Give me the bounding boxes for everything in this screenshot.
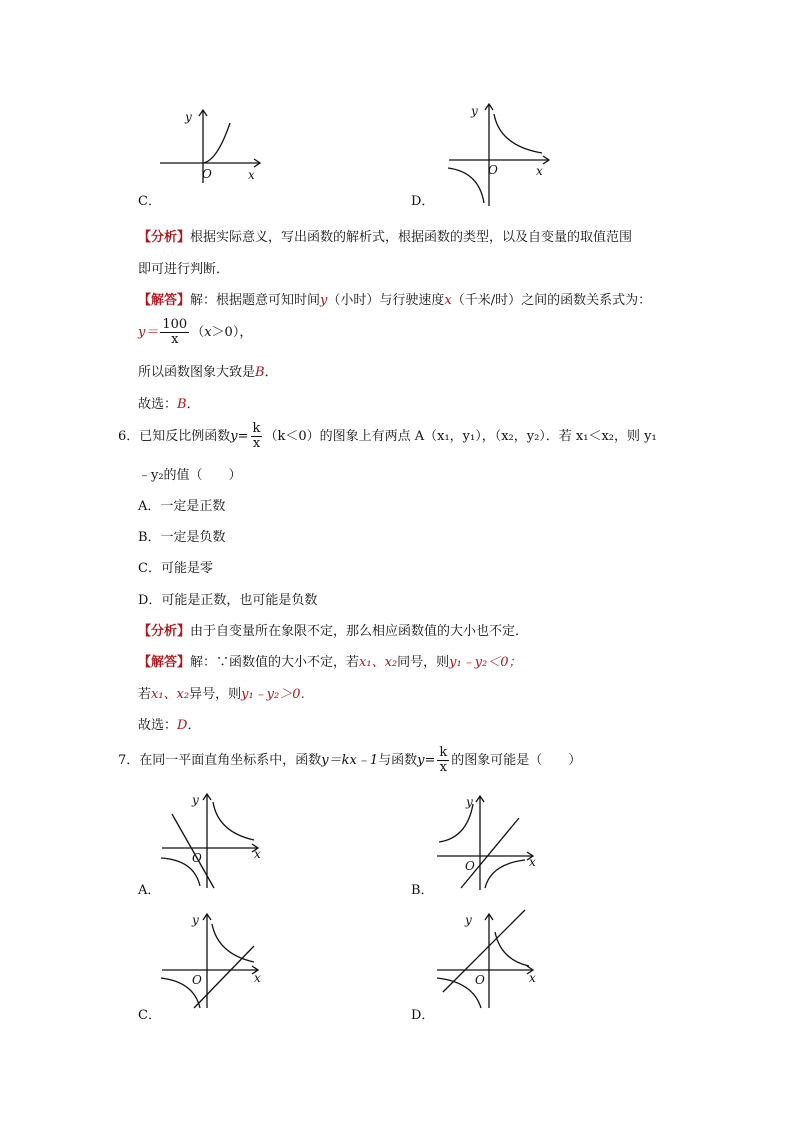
q6-option-c: C．可能是零 <box>138 561 213 576</box>
q7-option-d: D． <box>411 1008 435 1023</box>
q6-option-d: D．可能是正数，也可能是负数 <box>138 593 318 608</box>
curve <box>203 123 230 163</box>
curve-q1 <box>495 932 529 966</box>
x-label: x <box>529 855 536 869</box>
q6-option-b: B．一定是负数 <box>138 530 226 545</box>
q6-option-a: A．一定是正数 <box>138 499 226 514</box>
origin-label: O <box>192 851 202 865</box>
q7-graph-c <box>158 910 268 1010</box>
y-label: y <box>465 913 472 927</box>
x-label: x <box>254 971 261 985</box>
x-label: x <box>529 971 536 985</box>
q6-stem-cont: ﹣y₂的值（ ） <box>138 468 242 483</box>
y-label: y <box>185 110 192 124</box>
y-label: y <box>192 793 199 807</box>
curve-q2 <box>439 804 473 842</box>
origin-label: O <box>192 973 202 987</box>
curve-q4 <box>485 860 525 888</box>
curve-q1 <box>494 114 542 153</box>
q6-choice: 故选：D． <box>138 718 201 733</box>
curve-q1 <box>213 802 254 840</box>
q5-option-c: C． <box>138 194 161 209</box>
q7-option-c: C． <box>138 1008 161 1023</box>
y-label: y <box>471 104 478 118</box>
curve-q1 <box>212 924 254 962</box>
q6-analysis: 【分析】由于自变量所在象限不定，那么相应函数值的大小也不定． <box>138 624 529 639</box>
origin-label: O <box>202 167 212 181</box>
origin-label: O <box>488 163 498 177</box>
q5-graph-c <box>155 105 275 185</box>
q7-option-b: B． <box>411 883 434 898</box>
q5-choice: 故选：B． <box>138 397 200 412</box>
q5-answer: 【解答】解：根据题意可知时间y（小时）与行驶速度x（千米/时）之间的函数关系式为： <box>138 293 652 308</box>
q7-graph-b <box>433 792 543 892</box>
q7-stem: 7．在同一平面直角坐标系中，函数y＝kx﹣1与函数y= $\frac{k}{x}$ 的图象可能是（ ） <box>118 745 582 775</box>
q7-option-a: A． <box>138 883 161 898</box>
q7-graph-a <box>158 790 268 890</box>
line-graph <box>194 946 254 1008</box>
q5-formula: y＝ $\frac{100}{x}$ （x＞0）， <box>138 317 253 347</box>
origin-label: O <box>475 973 485 987</box>
x-label: x <box>254 847 261 861</box>
q5-analysis: 【分析】根据实际意义，写出函数的解析式，根据函数的类型，以及自变量的取值范围 <box>138 230 633 245</box>
q5-analysis-cont: 即可进行判断． <box>138 262 230 277</box>
origin-label: O <box>465 859 475 873</box>
x-label: x <box>536 164 543 178</box>
q5-graph-d <box>445 98 555 208</box>
q7-graph-d <box>433 910 543 1010</box>
x-label: x <box>248 168 255 182</box>
curve-q3 <box>448 168 484 203</box>
q6-stem: 6．已知反比例函数y= $\frac{k}{x}$ （k＜0）的图象上有两点 A（x₁，y₁），（x₂，y₂）．若 x₁＜x₂，则 y₁ <box>118 421 657 451</box>
y-label: y <box>192 913 199 927</box>
q6-answer-cont: 若x₁、x₂异号，则y₁﹣y₂＞0． <box>138 687 314 702</box>
y-label: y <box>466 795 473 809</box>
q6-answer: 【解答】解：∵函数值的大小不定，若x₁、x₂同号，则y₁﹣y₂＜0； <box>138 655 522 670</box>
q5-option-d: D． <box>411 194 435 209</box>
q5-conclusion: 所以函数图象大致是B． <box>138 365 278 380</box>
